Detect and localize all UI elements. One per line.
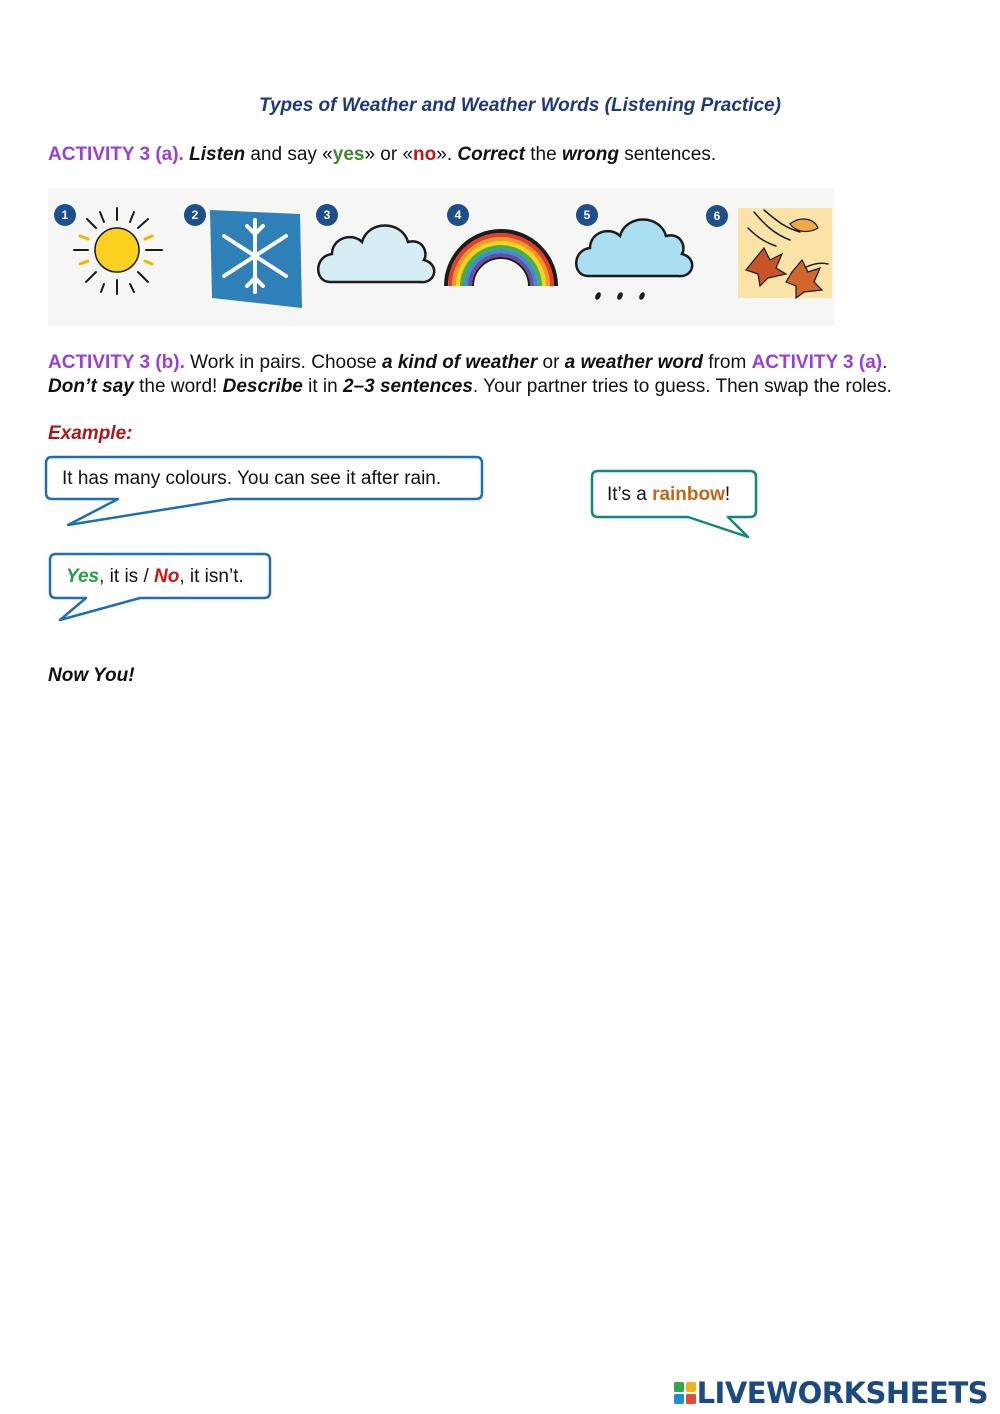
clue-text: It has many colours. You can see it after rain.	[62, 468, 442, 489]
picture-number-5: 5	[583, 208, 591, 222]
activity-a-label: ACTIVITY 3 (a).	[48, 144, 184, 165]
now-you-label: Now You!	[48, 665, 135, 686]
picture-number-4: 4	[454, 208, 462, 222]
example-label: Example:	[48, 423, 133, 444]
answer-no: No	[154, 566, 180, 587]
guess-text: It’s a rainbow!	[607, 484, 731, 505]
logo-text: LIVEWORKSHEETS	[696, 1376, 988, 1410]
guess-word: rainbow	[652, 484, 725, 505]
activity-b-line-1: ACTIVITY 3 (b). Work in pairs. Choose a kind of weather or a weather word from ACTIVITY 3 (a).	[48, 352, 888, 373]
answer-yes: Yes	[66, 566, 100, 587]
activity-a-instruction: ACTIVITY 3 (a). Listen and say «yes» or «no». Correct the wrong sentences.	[48, 144, 717, 165]
picture-number-3: 3	[323, 208, 331, 222]
answer-text: Yes, it is / No, it isn’t.	[66, 566, 244, 587]
activity-b-label: ACTIVITY 3 (b).	[48, 352, 185, 373]
picture-number-6: 6	[713, 209, 721, 223]
logo-icon	[673, 1381, 697, 1405]
picture-number-1: 1	[61, 208, 69, 222]
activity-b-line-2: Don’t say the word! Describe it in 2–3 sentences. Your partner tries to guess. Then swap the roles.	[48, 376, 892, 397]
picture-number-2: 2	[191, 208, 199, 222]
liveworksheets-logo	[673, 1376, 988, 1410]
page-title: Types of Weather and Weather Words (Listening Practice)	[259, 95, 781, 116]
speech-bubbles	[0, 0, 1000, 700]
